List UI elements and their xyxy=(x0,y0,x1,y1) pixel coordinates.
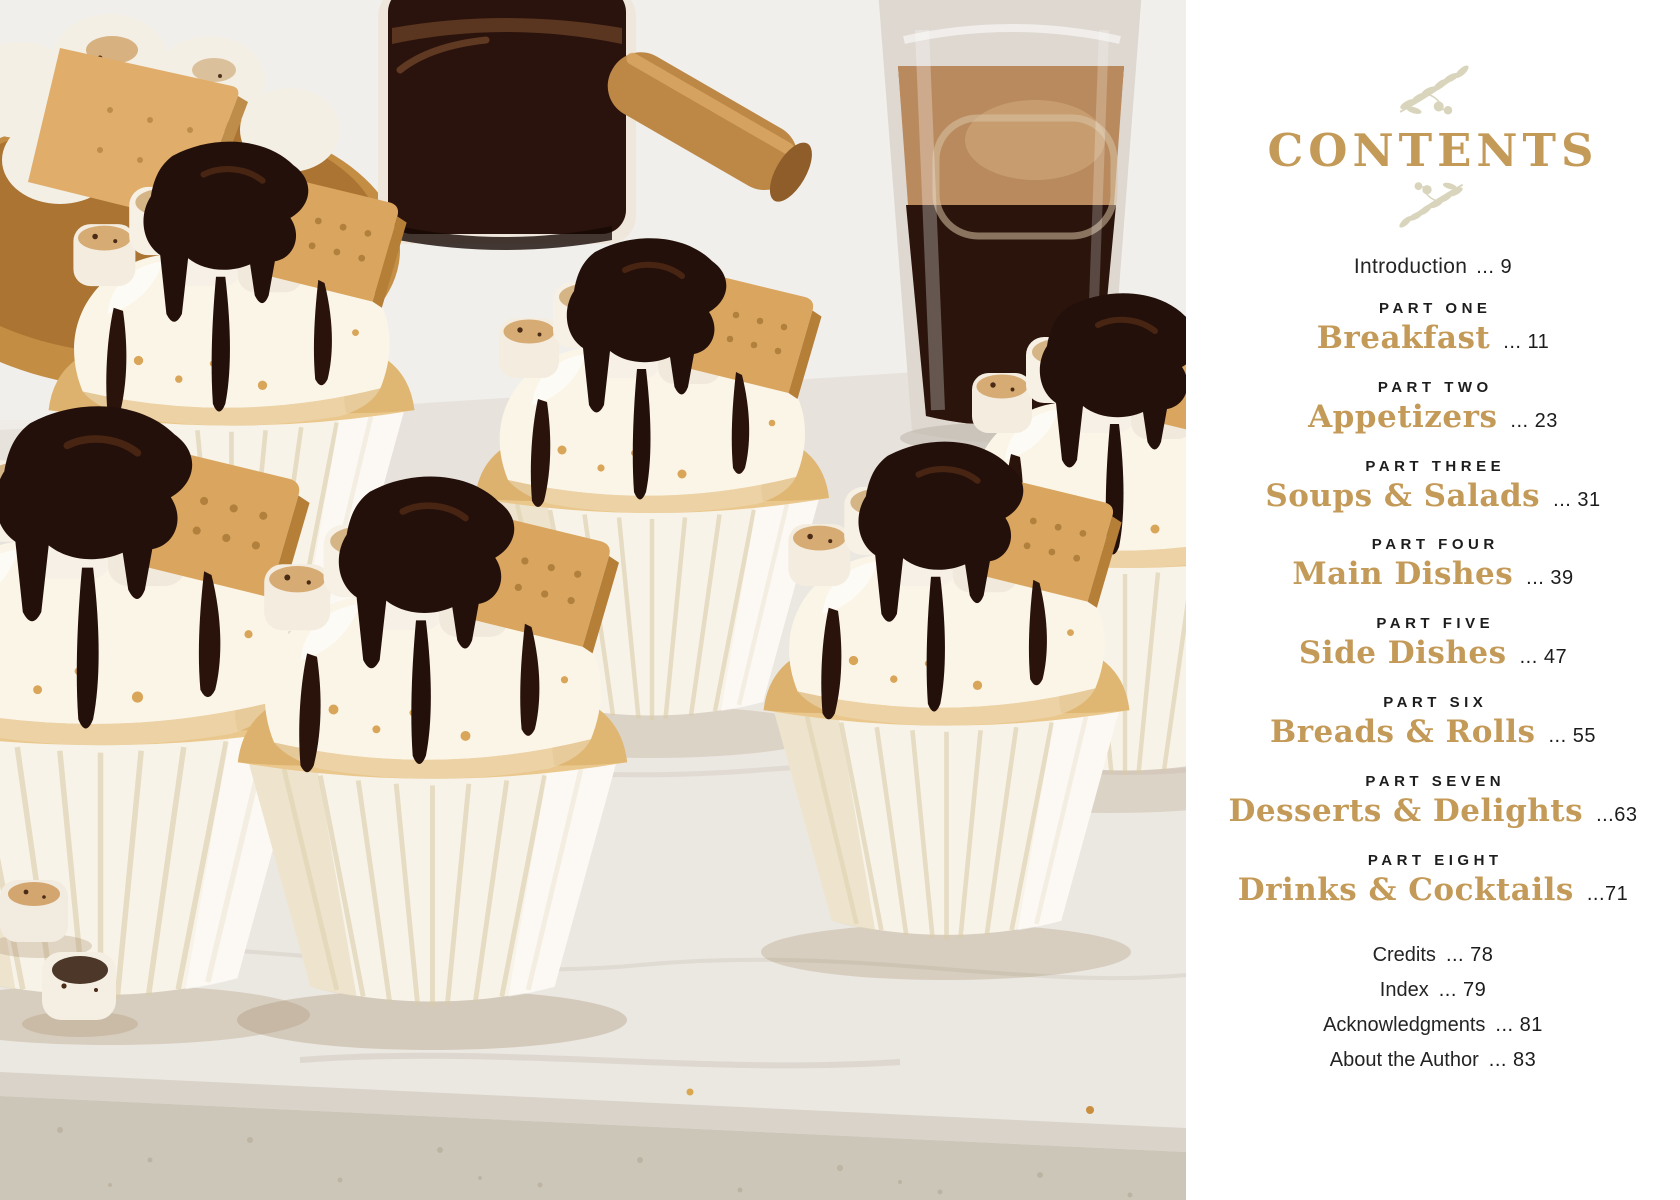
toc-part-one xyxy=(1186,300,1680,358)
contents-panel xyxy=(1186,0,1680,1200)
toc-entry-introduction xyxy=(1186,255,1680,279)
toc-entry-label: Introduction xyxy=(1353,255,1468,278)
toc-entry-label: Credits xyxy=(1372,943,1436,966)
part-number-label: PART FOUR xyxy=(1371,536,1499,554)
toc-entry-pageref: ... 79 xyxy=(1438,978,1487,1001)
contents-title: CONTENTS xyxy=(1267,124,1599,177)
toc-part-four xyxy=(1186,536,1680,594)
part-title: Breads & Rolls xyxy=(1270,714,1536,751)
toc-part-six xyxy=(1186,694,1680,752)
part-pageref: ... 31 xyxy=(1553,488,1601,511)
part-number-label: PART EIGHT xyxy=(1367,851,1503,869)
part-pageref: ... 23 xyxy=(1510,409,1558,432)
part-title: Main Dishes xyxy=(1292,556,1514,593)
part-pageref: ... 47 xyxy=(1519,646,1568,669)
toc-entry-index xyxy=(1186,979,1680,1001)
part-number-label: PART SIX xyxy=(1383,694,1488,712)
toc-entry-acknowledgments xyxy=(1186,1014,1680,1036)
part-pageref: ...71 xyxy=(1586,882,1629,905)
olive-branch-icon xyxy=(1394,64,1471,118)
toc-part-two xyxy=(1186,379,1680,437)
part-number-label: PART TWO xyxy=(1377,378,1493,396)
toc-entry-credits xyxy=(1186,944,1680,966)
toc-part-seven xyxy=(1186,773,1680,831)
toc-part-three xyxy=(1186,458,1680,516)
toc-back-matter xyxy=(1186,944,1680,1071)
toc-entry-pageref: ... 81 xyxy=(1495,1013,1543,1036)
part-pageref: ...63 xyxy=(1596,803,1638,826)
toc-entry-pageref: ... 9 xyxy=(1476,256,1513,278)
toc-entry-pageref: ... 78 xyxy=(1445,943,1494,966)
olive-branch-icon xyxy=(1397,179,1468,229)
part-title: Drinks & Cocktails xyxy=(1237,871,1574,908)
part-number-label: PART THREE xyxy=(1365,457,1506,475)
part-number-label: PART SEVEN xyxy=(1365,772,1506,790)
part-pageref: ... 55 xyxy=(1548,725,1596,748)
toc-part-five xyxy=(1186,615,1680,673)
olive-branch-ornament-top xyxy=(1186,64,1680,118)
toc-entry-pageref: ... 83 xyxy=(1488,1048,1537,1071)
toc-entry-label: Index xyxy=(1379,978,1429,1001)
part-title: Appetizers xyxy=(1308,398,1498,435)
part-number-label: PART FIVE xyxy=(1376,615,1495,633)
part-title: Breakfast xyxy=(1316,320,1491,356)
toc-entry-about-the-author xyxy=(1186,1049,1680,1071)
part-number-label: PART ONE xyxy=(1379,300,1492,317)
toc-part-eight xyxy=(1186,852,1680,910)
part-title: Side Dishes xyxy=(1298,635,1507,672)
part-title: Soups & Salads xyxy=(1265,477,1541,514)
part-pageref: ... 39 xyxy=(1526,567,1574,590)
toc-entry-label: About the Author xyxy=(1329,1048,1479,1071)
part-pageref: ... 11 xyxy=(1503,331,1550,353)
toc-entry-label: Acknowledgments xyxy=(1323,1013,1486,1036)
part-title: Desserts & Delights xyxy=(1228,792,1584,829)
olive-branch-ornament-bottom xyxy=(1186,179,1680,229)
